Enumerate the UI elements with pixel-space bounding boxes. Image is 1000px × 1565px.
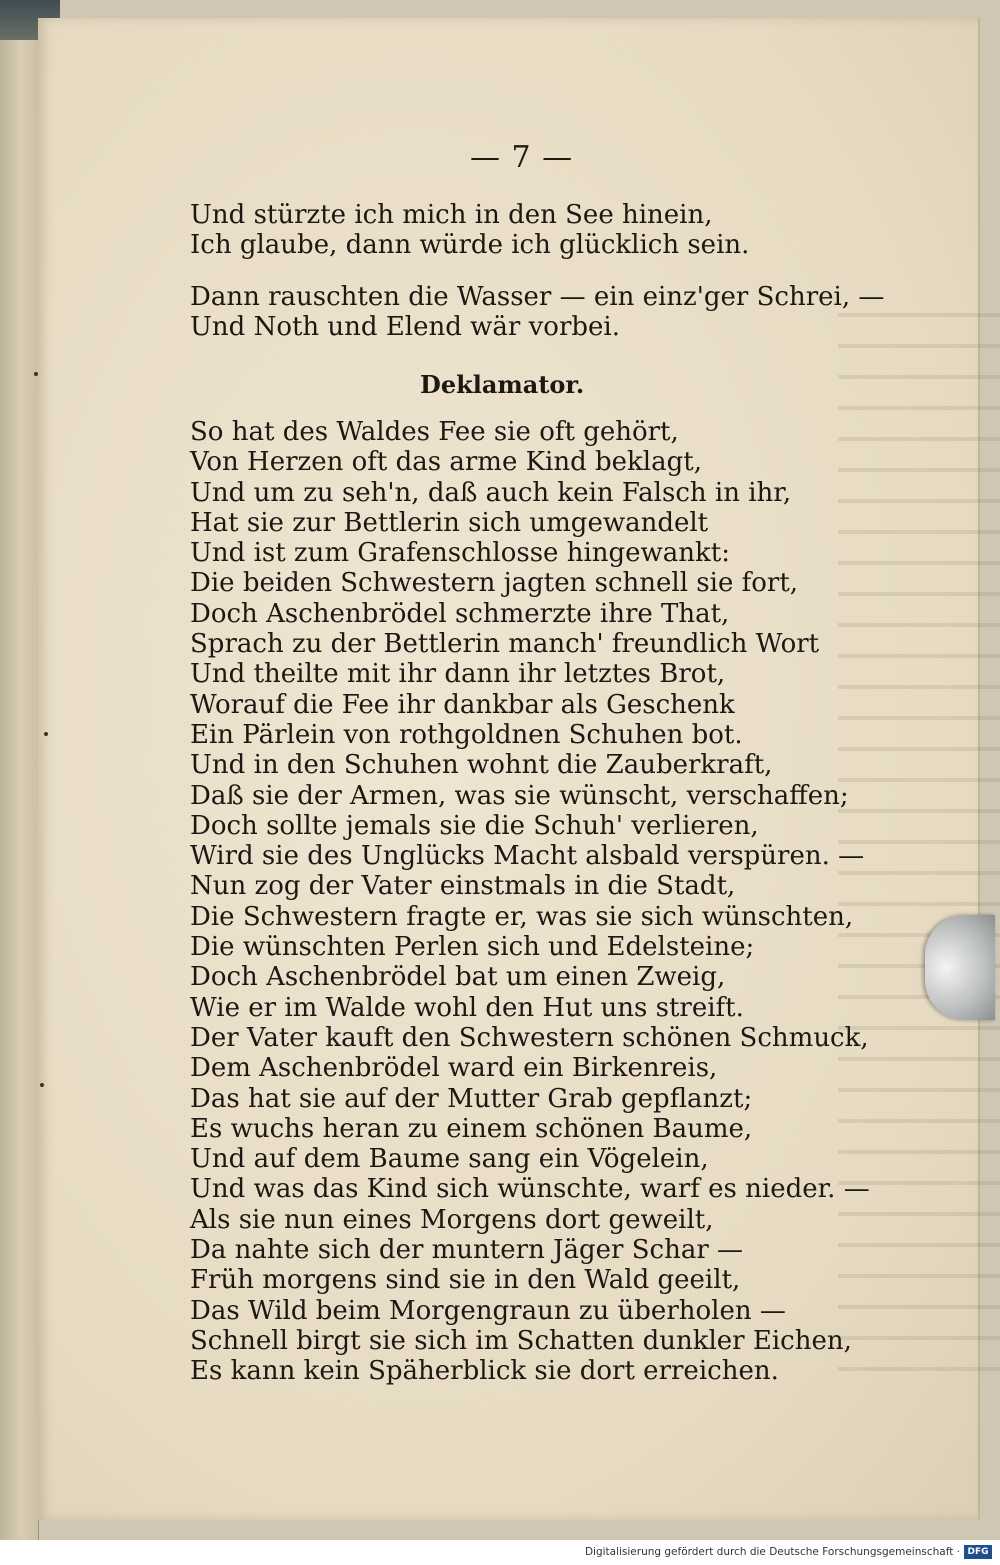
verse-line: Worauf die Fee ihr dankbar als Geschenk [190,689,735,720]
verse-line: Die Schwestern fragte er, was sie sich wünschten, [190,901,854,932]
verse-line: Daß sie der Armen, was sie wünscht, verschaffen; [190,780,849,811]
verse-line: Ein Pärlein von rothgoldnen Schuhen bot. [190,719,743,750]
footer-credit: Digitalisierung gefördert durch die Deutsche Forschungsgemeinschaft · [584,1546,960,1558]
verse-line: Dann rauschten die Wasser — ein einz'ger Schrei, — [190,282,885,312]
verse-line: Sprach zu der Bettlerin manch' freundlich Wort [190,629,820,660]
verse-line: So hat des Waldes Fee sie oft gehört, [190,417,679,447]
verse-line: Und in den Schuhen wohnt die Zauberkraft, [190,750,773,781]
verse-line: Nun zog der Vater einstmals in die Stadt, [190,871,736,902]
verse-line: Die wünschten Perlen sich und Edelsteine; [190,932,755,963]
verse-line: Von Herzen oft das arme Kind beklagt, [190,447,702,478]
verse-line: Und was das Kind sich wünschte, warf es nieder. — [190,1174,870,1205]
verse-line: Und stürzte ich mich in den See hinein, [190,200,713,230]
verse-line: Der Vater kauft den Schwestern schönen Schmuck, [190,1022,869,1053]
speaker-heading: Deklamator. [420,370,585,399]
verse-line: Doch Aschenbrödel schmerzte ihre That, [190,598,730,629]
verse-line: Hat sie zur Bettlerin sich umgewandelt [190,507,709,538]
verse-line: Es kann kein Späherblick sie dort erreichen. [190,1356,779,1387]
verse-block-2 [190,282,885,343]
verse-line: Früh morgens sind sie in den Wald geeilt, [190,1265,741,1296]
verse-line: Die beiden Schwestern jagten schnell sie fort, [190,568,799,599]
page-number: — 7 — [470,140,574,175]
verse-line: Da nahte sich der muntern Jäger Schar — [190,1235,744,1266]
verse-line: Als sie nun eines Morgens dort geweilt, [190,1204,714,1235]
verse-line: Es wuchs heran zu einem schönen Baume, [190,1113,753,1144]
verse-line: Das hat sie auf der Mutter Grab gepflanzt; [190,1083,753,1114]
page-clip-tab [925,915,995,1020]
paper-speck [34,372,38,376]
verse-line: Doch Aschenbrödel bat um einen Zweig, [190,962,726,993]
verse-line: Das Wild beim Morgengraun zu überholen — [190,1295,786,1326]
verse-block-1 [190,200,850,261]
paper-speck [44,732,48,736]
verse-line: Und theilte mit ihr dann ihr letztes Brot, [190,659,726,690]
verse-line: Und auf dem Baume sang ein Vögelein, [190,1144,709,1175]
dfg-logo: DFG [964,1545,992,1559]
verse-line: Wird sie des Unglücks Macht alsbald verspüren. — [190,841,865,872]
verse-line: Dem Aschenbrödel ward ein Birkenreis, [190,1053,718,1084]
verse-block-3 [190,417,870,1387]
verse-line: Ich glaube, dann würde ich glücklich sein. [190,230,750,261]
verse-line: Wie er im Walde wohl den Hut uns streift. [190,992,744,1023]
verse-line: Schnell birgt sie sich im Schatten dunkler Eichen, [190,1325,852,1356]
verse-line: Und um zu seh'n, daß auch kein Falsch in ihr, [190,477,792,508]
binding-edge [0,0,39,1540]
paper-speck [40,1083,44,1087]
verse-line: Und ist zum Grafenschlosse hingewankt: [190,538,731,569]
verse-line: Und Noth und Elend wär vorbei. [190,312,620,343]
verse-line: Doch sollte jemals sie die Schuh' verlieren, [190,810,759,841]
